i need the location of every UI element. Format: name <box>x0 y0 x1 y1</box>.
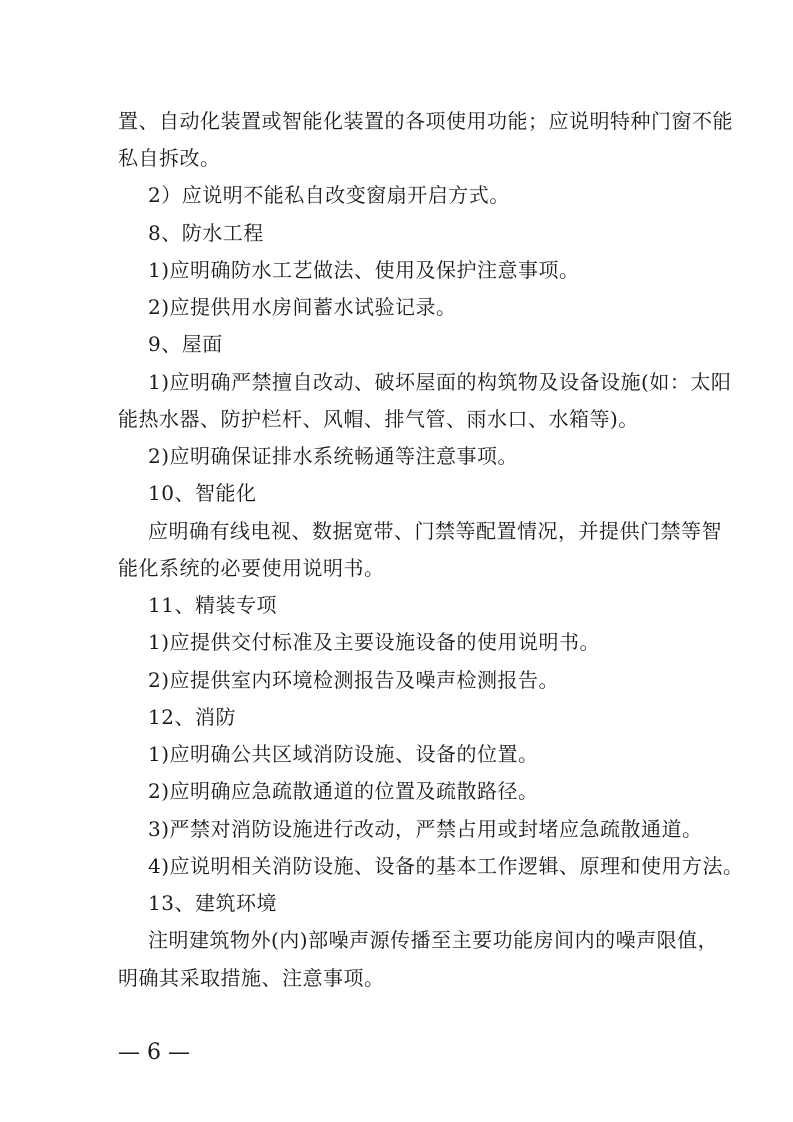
text-line-6: 2)应提供用水房间蓄水试验记录。 <box>148 295 457 319</box>
text-line-24: 明确其采取措施、注意事项。 <box>118 966 385 990</box>
section-heading-8: 8、防水工程 <box>148 221 264 245</box>
text-line-5: 1)应明确防水工艺做法、使用及保护注意事项。 <box>148 258 580 282</box>
text-line-2: 私自拆改。 <box>118 146 221 170</box>
text-line-20: 3)严禁对消防设施进行改动，严禁占用或封堵应急疏散通道。 <box>148 817 703 841</box>
section-heading-10: 10、智能化 <box>148 481 257 505</box>
text-line-16: 2)应提供室内环境检测报告及噪声检测报告。 <box>148 668 560 692</box>
text-line-23: 注明建筑物外(内)部噪声源传播至主要功能房间内的噪声限值， <box>148 928 719 952</box>
section-heading-13: 13、建筑环境 <box>148 891 277 915</box>
section-heading-11: 11、精装专项 <box>148 593 277 617</box>
text-line-3: 2）应说明不能私自改变窗扇开启方式。 <box>148 183 510 207</box>
text-line-10: 2)应明确保证排水系统畅通等注意事项。 <box>148 444 519 468</box>
section-heading-9: 9、屋面 <box>148 332 223 356</box>
page-number: — 6 — <box>118 1040 190 1065</box>
text-line-12: 应明确有线电视、数据宽带、门禁等配置情况，并提供门禁等智 <box>148 519 722 543</box>
text-line-19: 2)应明确应急疏散通道的位置及疏散路径。 <box>148 779 539 803</box>
text-line-9: 能热水器、防护栏杆、风帽、排气管、雨水口、水箱等)。 <box>118 407 639 431</box>
text-line-18: 1)应明确公共区域消防设施、设备的位置。 <box>148 742 539 766</box>
text-line-8: 1)应明确严禁擅自改动、破坏屋面的构筑物及设备设施(如：太阳 <box>148 370 732 394</box>
text-line-13: 能化系统的必要使用说明书。 <box>118 556 385 580</box>
section-heading-12: 12、消防 <box>148 705 236 729</box>
text-line-15: 1)应提供交付标准及主要设施设备的使用说明书。 <box>148 630 601 654</box>
text-line-21: 4)应说明相关消防设施、设备的基本工作逻辑、原理和使用方法。 <box>148 854 744 878</box>
text-line-1: 置、自动化装置或智能化装置的各项使用功能；应说明特种门窗不能 <box>118 109 733 133</box>
